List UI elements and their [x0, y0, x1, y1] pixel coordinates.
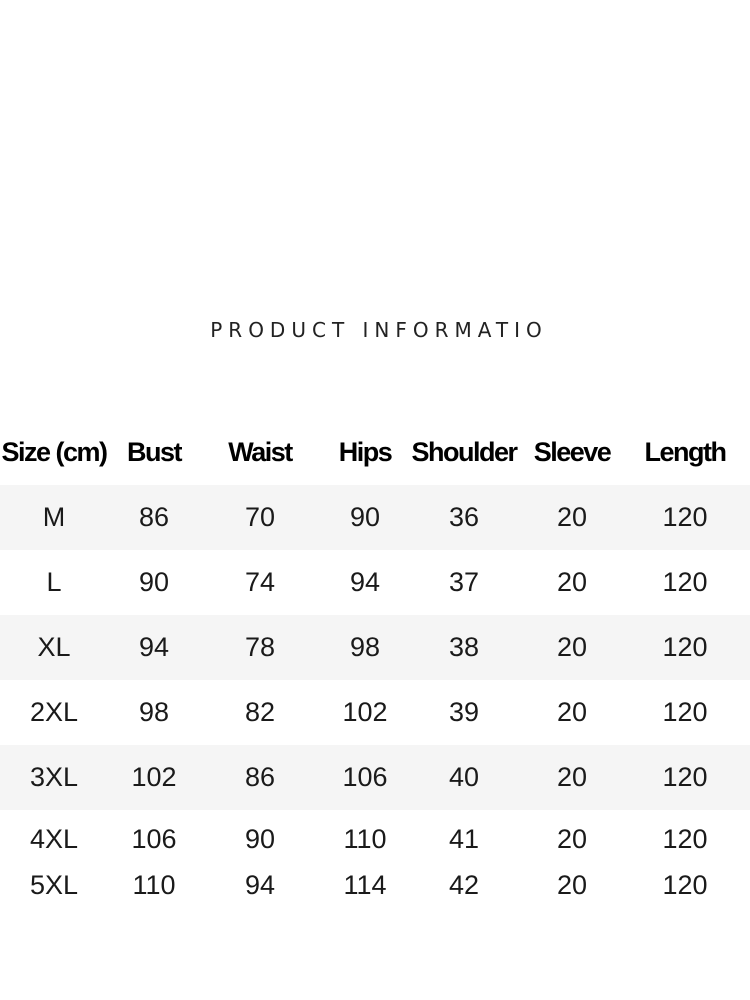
table-header-row — [0, 420, 750, 485]
cell-bust: 86 — [138, 502, 170, 532]
cell-sleeve: 20 — [556, 869, 588, 900]
table-row — [0, 615, 750, 680]
cell-hips: 110 — [343, 823, 387, 854]
table-row — [0, 862, 750, 908]
header-shoulder: Shoulder — [411, 437, 517, 467]
cell-bust: 106 — [131, 823, 177, 854]
cell-sleeve: 20 — [556, 697, 588, 727]
cell-shoulder: 42 — [448, 869, 480, 900]
cell-shoulder: 36 — [448, 502, 480, 532]
cell-waist: 86 — [244, 762, 276, 792]
page-title: PRODUCT INFORMATIO — [210, 318, 548, 342]
header-length: Length — [644, 437, 726, 467]
cell-waist: 78 — [244, 632, 276, 662]
cell-bust: 110 — [132, 869, 176, 900]
cell-size: 2XL — [29, 697, 79, 727]
cell-shoulder: 41 — [448, 823, 480, 854]
cell-sleeve: 20 — [556, 823, 588, 854]
cell-length: 120 — [662, 762, 708, 792]
cell-bust: 90 — [138, 567, 170, 597]
cell-size: L — [46, 567, 62, 597]
table-row — [0, 745, 750, 810]
cell-sleeve: 20 — [556, 762, 588, 792]
table-row — [0, 680, 750, 745]
cell-waist: 82 — [244, 697, 276, 727]
cell-sleeve: 20 — [556, 567, 588, 597]
header-hips: Hips — [338, 437, 392, 467]
cell-shoulder: 40 — [448, 762, 480, 792]
cell-length: 120 — [662, 697, 708, 727]
header-waist: Waist — [228, 437, 292, 467]
cell-waist: 74 — [244, 567, 276, 597]
cell-shoulder: 38 — [448, 632, 480, 662]
cell-bust: 94 — [138, 632, 170, 662]
cell-length: 120 — [662, 823, 708, 854]
cell-waist: 90 — [244, 823, 276, 854]
cell-size: 5XL — [29, 869, 79, 900]
cell-hips: 114 — [343, 869, 387, 900]
cell-hips: 106 — [342, 762, 388, 792]
cell-bust: 102 — [131, 762, 177, 792]
cell-size: XL — [37, 632, 71, 662]
header-sleeve: Sleeve — [533, 437, 611, 467]
cell-sleeve: 20 — [556, 632, 588, 662]
cell-length: 120 — [662, 502, 708, 532]
cell-hips: 90 — [349, 502, 381, 532]
cell-length: 120 — [662, 567, 708, 597]
cell-size: 3XL — [29, 762, 79, 792]
cell-hips: 94 — [349, 567, 381, 597]
table-row — [0, 550, 750, 615]
cell-length: 120 — [662, 632, 708, 662]
cell-waist: 70 — [244, 502, 276, 532]
cell-bust: 98 — [138, 697, 170, 727]
size-chart-table — [0, 420, 750, 908]
cell-shoulder: 37 — [448, 567, 480, 597]
cell-sleeve: 20 — [556, 502, 588, 532]
cell-hips: 102 — [342, 697, 388, 727]
header-size: Size (cm) — [1, 437, 107, 467]
cell-hips: 98 — [349, 632, 381, 662]
cell-waist: 94 — [244, 869, 276, 900]
cell-shoulder: 39 — [448, 697, 480, 727]
table-row — [0, 816, 750, 862]
cell-size: M — [42, 502, 66, 532]
header-bust: Bust — [127, 437, 181, 467]
cell-length: 120 — [662, 869, 708, 900]
cell-size: 4XL — [29, 823, 79, 854]
table-row — [0, 485, 750, 550]
